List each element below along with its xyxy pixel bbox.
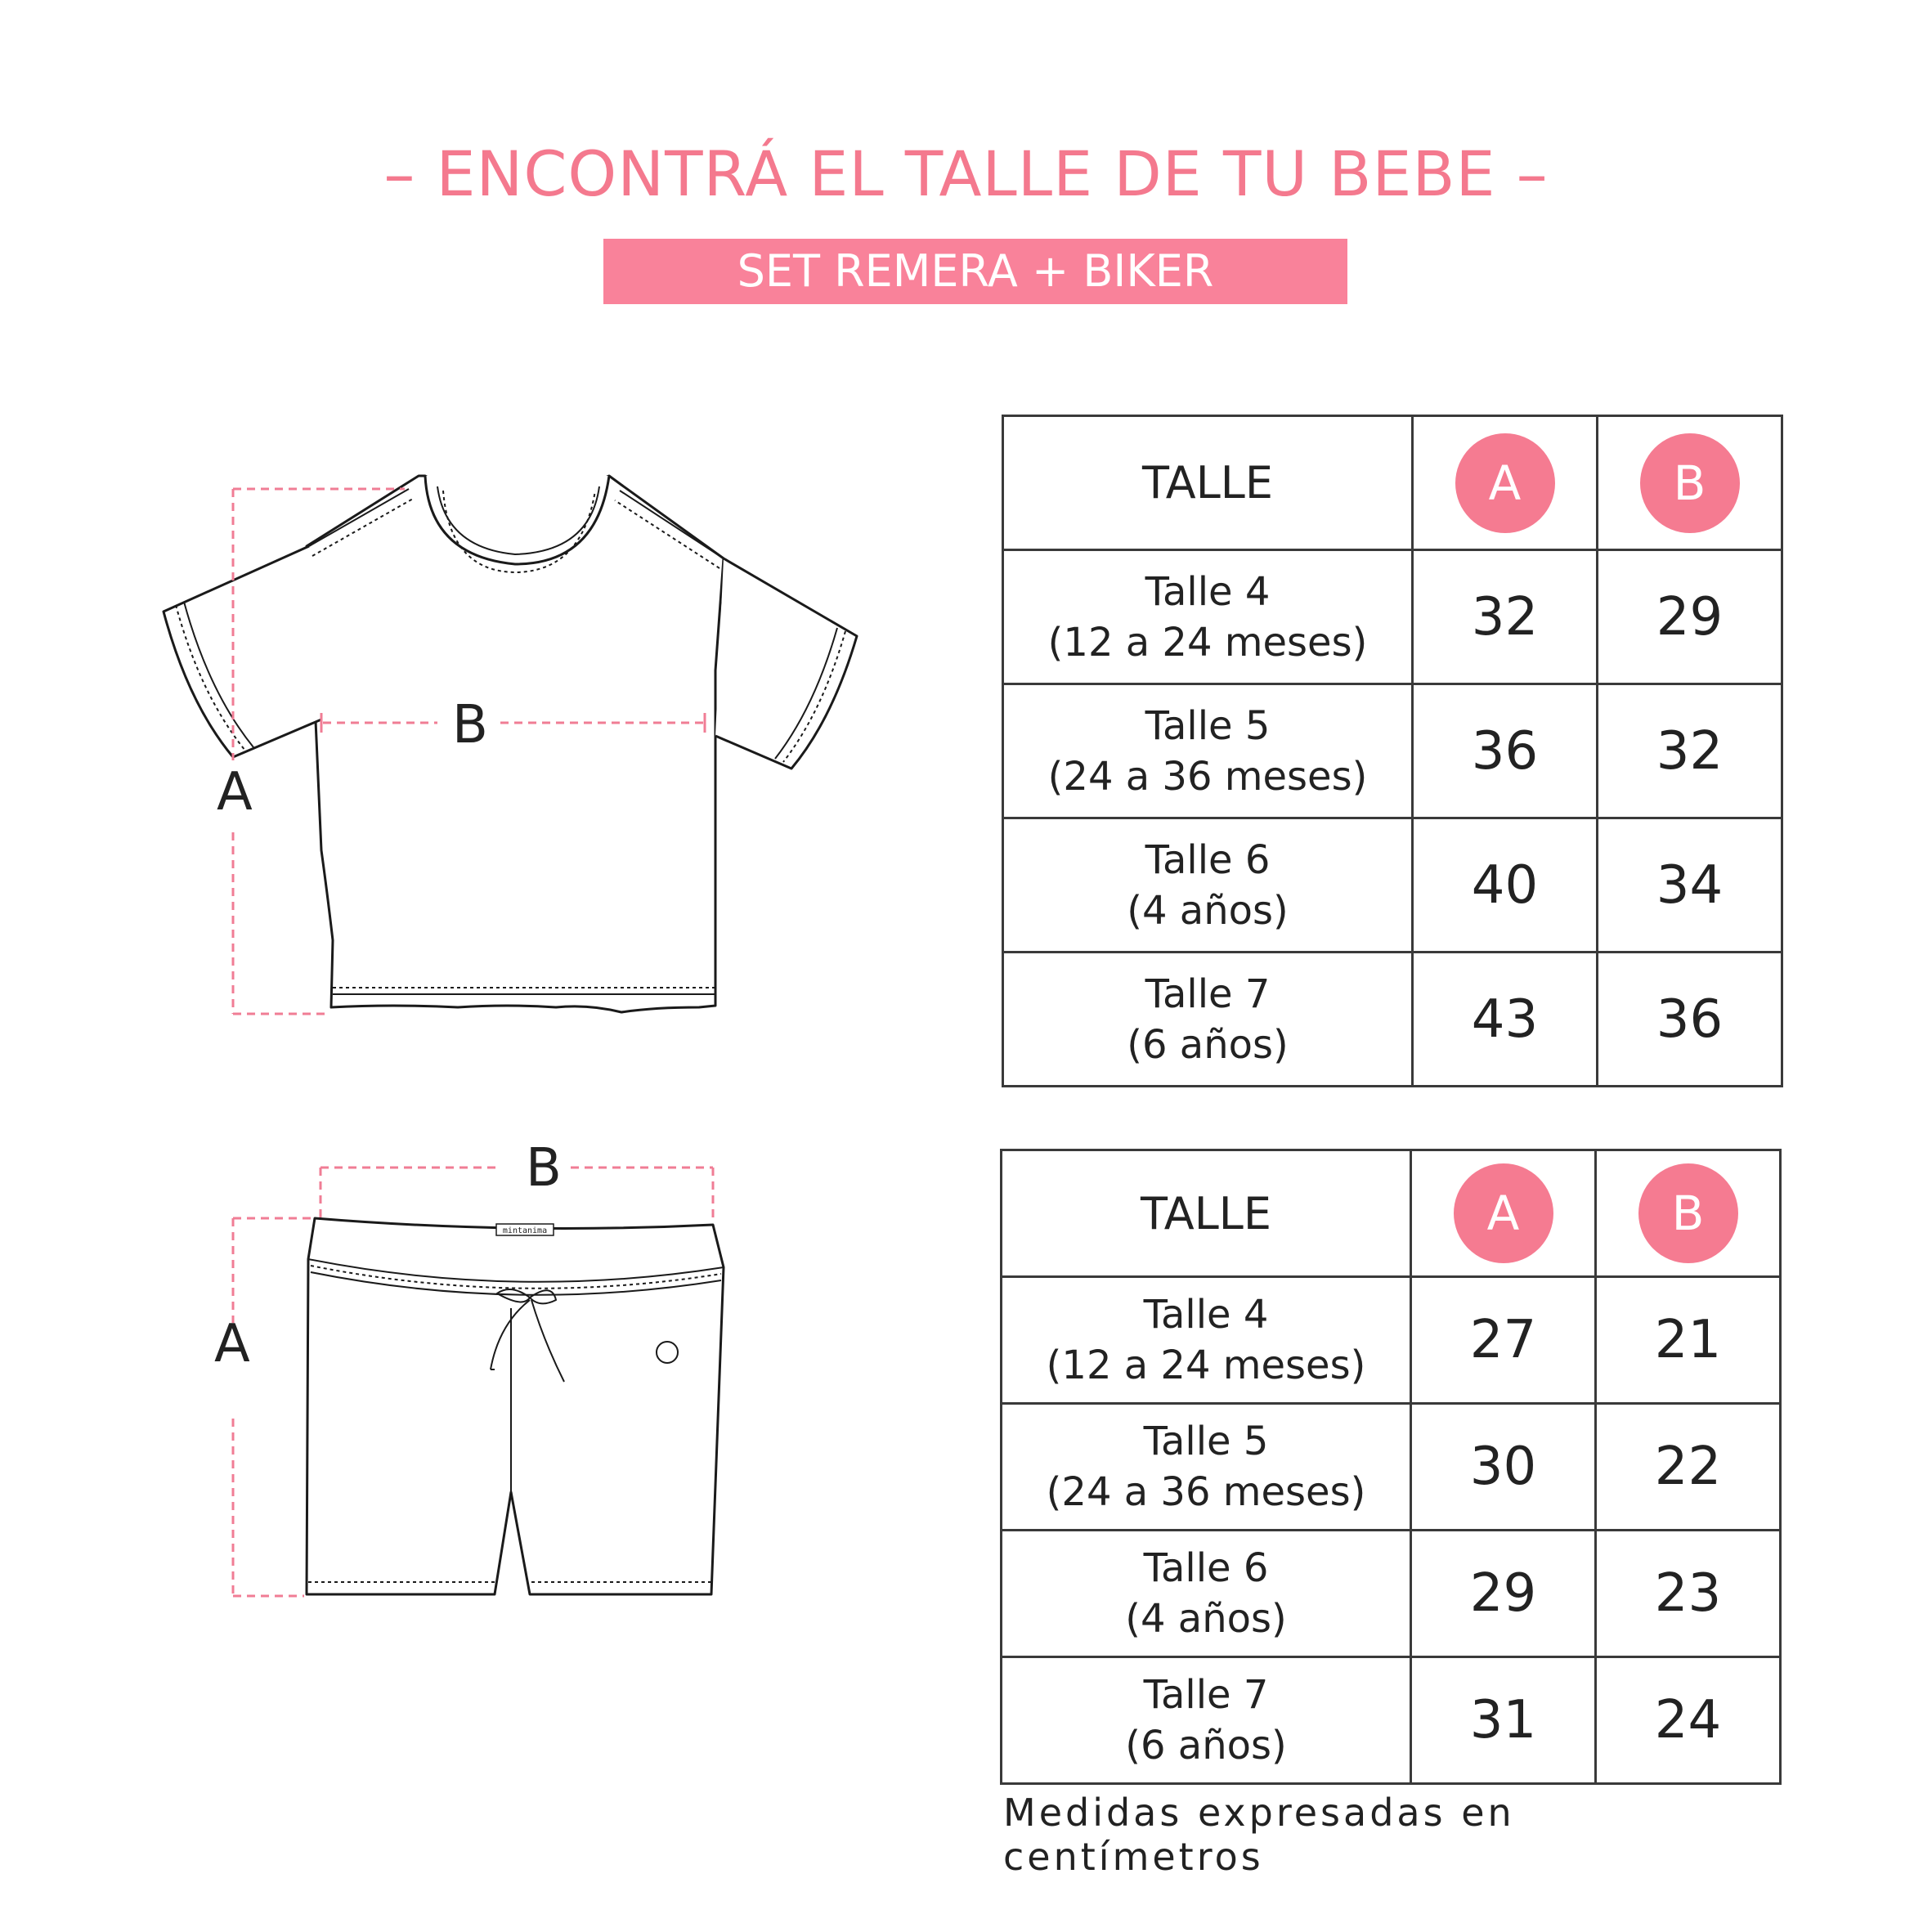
tshirt-label-a: A: [217, 762, 253, 823]
table-header-row: [1003, 416, 1782, 550]
table-header-talle: [1002, 1150, 1411, 1277]
measure-a: 36: [1471, 720, 1539, 782]
size-name: Talle 6: [1143, 1545, 1269, 1591]
measure-a: 43: [1471, 988, 1539, 1050]
header-a-circle: A: [1454, 1163, 1553, 1263]
header-a-circle: A: [1455, 433, 1555, 533]
size-cell: [1003, 684, 1413, 818]
measure-b-cell: [1596, 1657, 1781, 1784]
size-name: Talle 7: [1145, 970, 1271, 1017]
table-header-row: [1002, 1150, 1781, 1277]
table-header-talle: [1003, 416, 1413, 550]
header-b-circle: B: [1638, 1163, 1738, 1263]
measure-b-cell: [1598, 953, 1782, 1087]
size-cell: [1002, 1657, 1411, 1784]
measure-a: 40: [1471, 854, 1539, 916]
table-header-b: [1598, 416, 1782, 550]
measure-a: 27: [1469, 1310, 1537, 1370]
size-cell: [1002, 1404, 1411, 1531]
size-range: (24 a 36 meses): [1046, 1469, 1366, 1515]
measure-b: 36: [1656, 988, 1724, 1050]
size-table-remera: [1002, 415, 1783, 1087]
size-range: (24 a 36 meses): [1047, 753, 1368, 800]
header-talle-label: TALLE: [1140, 1187, 1272, 1239]
table-row: [1003, 684, 1782, 818]
size-range: (6 años): [1127, 1021, 1289, 1068]
measure-a-cell: [1411, 1277, 1596, 1404]
size-name: Talle 4: [1143, 1292, 1269, 1338]
measure-b: 29: [1656, 586, 1724, 648]
measure-b: 34: [1656, 854, 1724, 916]
measure-a-cell: [1413, 550, 1598, 684]
measure-a-cell: [1411, 1531, 1596, 1657]
measure-a-cell: [1411, 1657, 1596, 1784]
size-range: (12 a 24 meses): [1047, 619, 1368, 666]
table-row: [1003, 550, 1782, 684]
size-range: (4 años): [1125, 1596, 1287, 1642]
size-range: (4 años): [1127, 887, 1289, 934]
units-footnote: Medidas expresadas en centímetros: [1003, 1791, 1515, 1879]
size-range: (12 a 24 meses): [1046, 1343, 1366, 1388]
size-cell: [1003, 953, 1413, 1087]
measure-b: 21: [1654, 1310, 1722, 1370]
size-table-biker: [1000, 1149, 1782, 1785]
tshirt-drawing: [164, 476, 857, 1012]
measure-b-cell: [1598, 818, 1782, 953]
biker-brand-tag: [496, 1224, 554, 1235]
page-title: – ENCONTRÁ EL TALLE DE TU BEBE –: [383, 137, 1549, 210]
size-name: Talle 4: [1145, 568, 1271, 615]
measure-a-cell: [1411, 1404, 1596, 1531]
biker-label-b: B: [526, 1138, 562, 1199]
measure-a-cell: [1413, 684, 1598, 818]
table-row: [1002, 1531, 1781, 1657]
measure-b: 32: [1656, 720, 1724, 782]
header-b-circle: B: [1640, 433, 1740, 533]
table-row: [1002, 1657, 1781, 1784]
biker-brand-tag-text: mintanima: [502, 1226, 548, 1235]
measure-b-cell: [1596, 1277, 1781, 1404]
size-name: Talle 6: [1145, 836, 1271, 883]
measure-a: 29: [1469, 1563, 1537, 1624]
size-cell: [1002, 1531, 1411, 1657]
measure-b-cell: [1598, 550, 1782, 684]
table-header-a: [1413, 416, 1598, 550]
biker-label-a: A: [214, 1314, 250, 1374]
measure-b-cell: [1596, 1531, 1781, 1657]
measure-b-cell: [1596, 1404, 1781, 1531]
tshirt-label-b: B: [452, 695, 488, 755]
table-row: [1003, 818, 1782, 953]
measure-b: 23: [1654, 1563, 1722, 1624]
measure-a: 31: [1469, 1690, 1537, 1750]
table-header-a: [1411, 1150, 1596, 1277]
measure-b: 22: [1654, 1437, 1722, 1497]
measure-a: 32: [1471, 586, 1539, 648]
table-row: [1003, 953, 1782, 1087]
size-cell: [1003, 550, 1413, 684]
size-name: Talle 5: [1145, 702, 1271, 749]
size-name: Talle 5: [1143, 1419, 1269, 1464]
size-name: Talle 7: [1143, 1672, 1269, 1718]
size-cell: [1003, 818, 1413, 953]
biker-drawing: [307, 1218, 724, 1594]
measure-a-cell: [1413, 953, 1598, 1087]
table-row: [1002, 1277, 1781, 1404]
header-talle-label: TALLE: [1141, 457, 1274, 509]
table-header-b: [1596, 1150, 1781, 1277]
table-row: [1002, 1404, 1781, 1531]
measure-b: 24: [1654, 1690, 1722, 1750]
measure-a: 30: [1469, 1437, 1537, 1497]
measure-a-cell: [1413, 818, 1598, 953]
measure-b-cell: [1598, 684, 1782, 818]
size-cell: [1002, 1277, 1411, 1404]
product-subtitle-banner: SET REMERA + BIKER: [603, 239, 1347, 304]
size-range: (6 años): [1125, 1723, 1287, 1768]
